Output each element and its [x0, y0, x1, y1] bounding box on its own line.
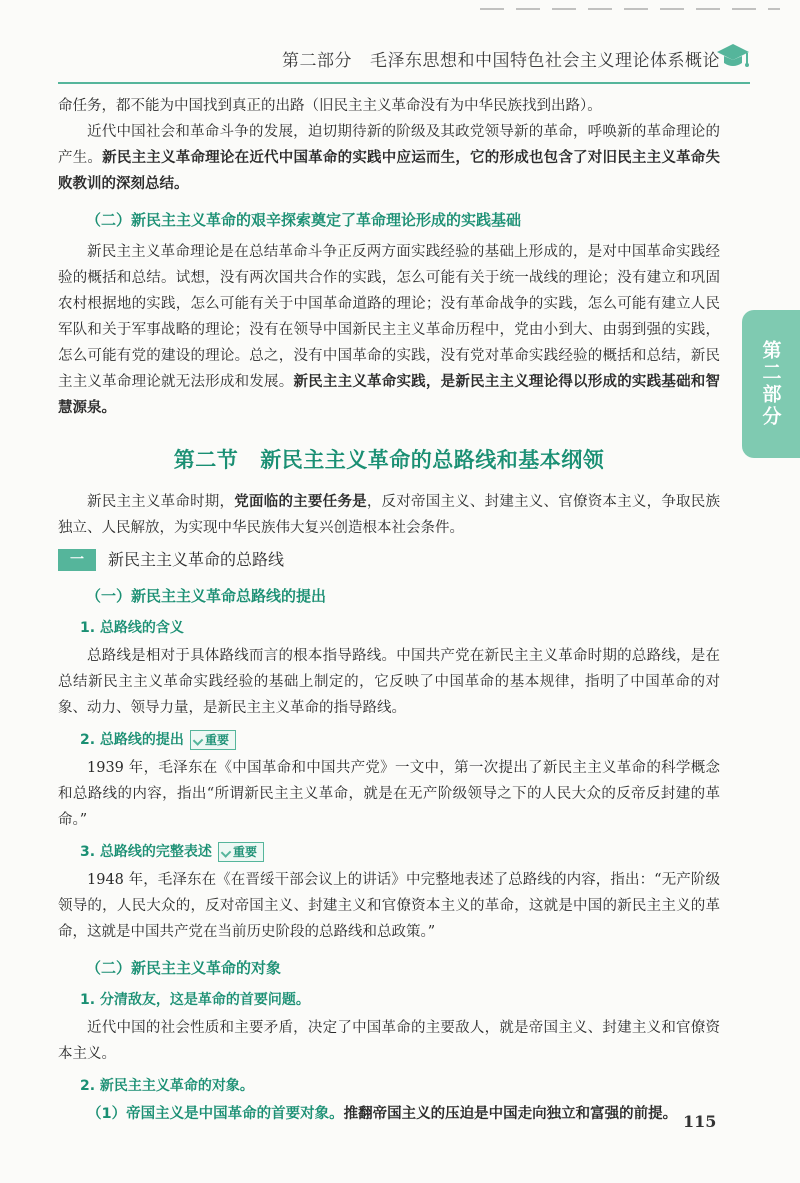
paragraph	[58, 1101, 720, 1127]
section-name: 新民主主义革命的总路线和基本纲领	[260, 448, 605, 472]
minor-heading: 1. 总路线的含义	[80, 620, 184, 636]
paragraph: 命任务，都不能为中国找到真正的出路（旧民主主义革命没有为中华民族找到出路）。	[58, 98, 602, 114]
heading-text: 新民主主义革命的总路线	[108, 550, 285, 569]
section-title	[58, 447, 720, 473]
paragraph-text: ，反对帝国主义、封建主义、官僚资本主义，争取民族独立、人民解放，为实现中华民族伟大复兴创造根本社会条件。	[58, 494, 721, 536]
paragraph-text: 新民主主义革命理论是在总结革命斗争正反两方面实践经验的基础上形成的，是对中国革命实践经验的概括和总结。试想，没有两次国共合作的实践，怎么可能有关于统一战线的理论；没有建立和巩固农村根据地的实践，怎么可能有关于中国革命道路的理论；没有革命战争的实践，怎么可能有建立人民军队和关于军事战略的理论；没有在领导中国新民主主义革命历程中，党由小到大、由弱到强的实践，怎么可能有党的建设的理论。总之，没有中国革命的实践，没有党对革命实践经验的概括和总结，新民主主义革命理论就无法形成和发展。	[58, 244, 720, 390]
part-label: 第二部分	[282, 51, 352, 71]
graduation-cap-icon	[716, 42, 750, 70]
paragraph: 1948 年，毛泽东在《在晋绥干部会议上的讲话》中完整地表述了总路线的内容，指出：“无产阶级领导的，人民大众的，反对帝国主义、封建主义和官僚资本主义的革命，这就是中国的新民主主义的革命，这就是中国共产党在当前历史阶段的总路线和总政策。”	[58, 872, 720, 940]
subheading: （一）新民主主义革命总路线的提出	[86, 587, 327, 605]
paragraph: 1939 年，毛泽东在《中国革命和中国共产党》一文中，第一次提出了新民主主义革命的科学概念和总路线的内容，指出“所谓新民主主义革命，就是在无产阶级领导之下的人民大众的反帝反封建的革命。”	[58, 760, 720, 828]
side-tab	[742, 310, 800, 458]
minor-heading-text: 3. 总路线的完整表述	[80, 844, 212, 860]
minor-heading: 2. 新民主主义革命的对象。	[80, 1078, 254, 1094]
paragraph: 近代中国的社会性质和主要矛盾，决定了中国革命的主要敌人，就是帝国主义、封建主义和官僚资本主义。	[58, 1020, 720, 1062]
header-decoration	[480, 8, 780, 10]
header-rule	[58, 82, 750, 84]
minor-heading: 1. 分清敌友，这是革命的首要问题。	[80, 992, 310, 1008]
side-tab-label: 第二部分	[759, 340, 782, 428]
paragraph	[58, 489, 720, 541]
paragraph-bold-text: 新民主主义革命实践，是新民主主义理论得以形成的实践基础和智慧源泉。	[58, 374, 720, 416]
paragraph	[58, 119, 720, 197]
important-badge: 重要	[190, 730, 236, 750]
minor-heading-text: 2. 总路线的提出	[80, 732, 184, 748]
paragraph-bold-text: 党面临的主要任务是	[234, 494, 367, 510]
paragraph-bold-text: 推翻帝国主义的压迫是中国走向独立和富强的前提。	[343, 1106, 678, 1122]
section-number: 第二节	[173, 448, 239, 472]
heading-level-1	[58, 547, 720, 573]
minor-heading	[80, 727, 720, 753]
paragraph: 总路线是相对于具体路线而言的根本指导路线。中国共产党在新民主主义革命时期的总路线，是在总结新民主主义革命实践经验的基础上制定的，它反映了中国革命的基本规律，指明了中国革命的对象、动力、领导力量，是新民主主义革命的指导路线。	[58, 648, 720, 716]
heading-number-badge: 一	[58, 549, 96, 571]
paragraph-text: 新民主主义革命时期，	[87, 494, 235, 510]
minor-heading	[80, 839, 720, 865]
page-content	[58, 93, 720, 1127]
running-title	[282, 46, 720, 71]
paragraph-text: 近代中国社会和革命斗争的发展，迫切期待新的阶级及其政党领导新的革命，呼唤新的革命理论的产生。	[58, 124, 720, 166]
paragraph-green-text: （1）帝国主义是中国革命的首要对象。	[87, 1106, 344, 1122]
book-title: 毛泽东思想和中国特色社会主义理论体系概论	[370, 51, 720, 71]
paragraph	[58, 239, 720, 421]
important-badge: 重要	[218, 842, 264, 862]
subheading: （二）新民主主义革命的对象	[86, 959, 282, 977]
subheading: （二）新民主主义革命的艰辛探索奠定了革命理论形成的实践基础	[86, 211, 522, 229]
page-number: 115	[683, 1112, 717, 1131]
page-header	[0, 0, 800, 80]
paragraph-bold-text: 新民主主义革命理论在近代中国革命的实践中应运而生，它的形成也包含了对旧民主主义革命失败教训的深刻总结。	[58, 150, 721, 192]
